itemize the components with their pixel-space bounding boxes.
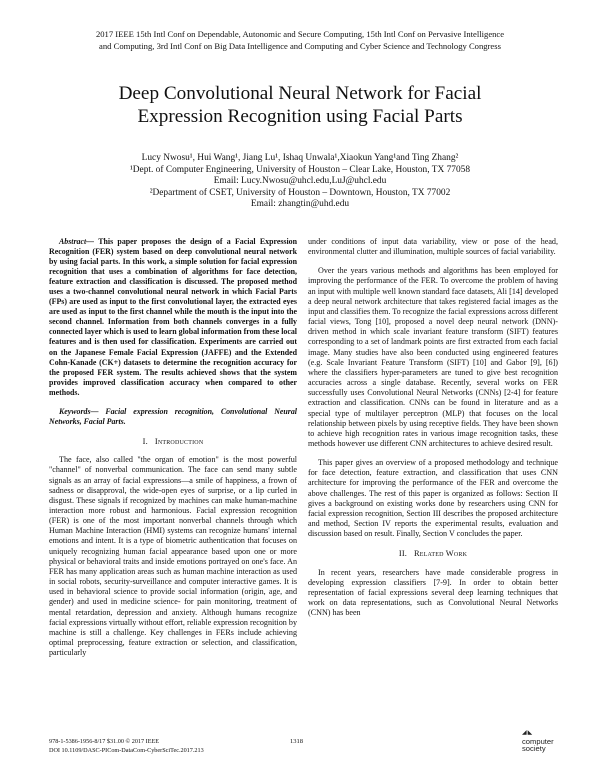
author-names: Lucy Nwosu¹, Hui Wang¹, Jiang Lu¹, Ishaq Unwala¹,Xiaokun Yang¹and Ting Zhang² xyxy=(141,153,459,163)
affiliation-1: ¹Dept. of Computer Engineering, University of Houston – Clear Lake, Houston, TX 77058 xyxy=(129,164,471,175)
footer-doi: DOI 10.1109/DASC-PICom-DataCom-CyberSciTec.2017.213 xyxy=(49,746,204,754)
keywords-text: Facial expression recognition, Convolutional Neural Networks, Facial Parts. xyxy=(49,406,297,426)
header-line-2: and Computing, 3rd Intl Conf on Big Data Intelligence and Computing and Cyber Science and Technology Congress xyxy=(99,41,501,51)
paper-title xyxy=(40,82,560,128)
title-line-1: Deep Convolutional Neural Network for Facial xyxy=(118,83,482,104)
abstract-label: Abstract— xyxy=(59,237,95,246)
keywords xyxy=(49,407,297,427)
logo-mark-icon: ◢◣ xyxy=(522,730,534,736)
email-1: Email: Lucy.Nwosu@uhcl.edu,LuJ@uhcl.edu xyxy=(213,176,387,187)
footer-isbn: 978-1-5386-1956-8/17 $31.00 © 2017 IEEE xyxy=(49,738,160,745)
abstract-text: This paper proposes the design of a Facial Expression Recognition (FER) system based on deep convolutional neural network by using facial parts. In this work, a simple solution for facial expression recognition that uses a combination of algorithms for face detection, feature extraction and classification is discussed. The proposed method uses a two-channel convolutional neural network in which Facial Parts (FPs) are used as input to the first convolutional layer, the extracted eyes are used as input to the first channel while the mouth is the input into the second channel. Information from both channels converges in a fully connected layer which is used to learn global information from these local features and is then used for classification. Experiments are carried out on the Japanese Female Facial Expression (JAFFE) and the Extended Cohn-Kanade (CK+) datasets to determine the recognition accuracy for the proposed FER system. The results achieved shows that the system provides improved classification accuracy when compared to other methods. xyxy=(49,237,297,397)
author-block xyxy=(40,153,560,211)
title-line-2: Expression Recognition using Facial Parts xyxy=(137,106,463,127)
related-paragraph-1: In recent years, researchers have made considerable progress in developing expression classifiers [7-9]. In order to obtain better representation of facial expressions several deep learning techniques that work on data representations, such as Convolutional Neural Networks (CNN) has been xyxy=(308,567,558,618)
computer-society-logo xyxy=(522,730,566,756)
logo-line-1: computer xyxy=(522,736,554,746)
intro-paragraph-continued: under conditions of input data variability, view or pose of the head, environmental clutter and illumination, multiple sources of facial variability. xyxy=(308,237,558,257)
page-number: 1318 xyxy=(290,738,303,745)
left-column xyxy=(49,237,297,658)
intro-paragraph-1: The face, also called "the organ of emotion" is the most powerful "channel" of nonverbal communication. The face can send many subtle signals as an array of facial expressions—a smile of happiness, a frown of sadness or disapproval, the wide-open eyes of surprise, or a lip curled in disgust. These signals if recognized by machines can make human-machine interaction more robust and harmonious. Facial expression recognition (FER) is one of the most important nonverbal channels through which Human Machine Interaction (HMI) systems can recognize humans' internal emotions and intent. It is a type of biometric authentication that focuses on uniquely recognizing human facial appearance based upon one or more physical or behavioral traits and inside emotions portrayed on one's face. An FER has many application areas such as human machine interaction as used in social robots, security-surveillance and computer interactive games. It is used in behavioral science to provide social information (origin, age, and gender) and used in medicine science- for pain monitoring, treatment of mental retardation, depression and anxiety. Although humans recognize facial expressions virtually without effort, reliable expression recognition by machine is still a challenge. Key challenges in FERs include achieving optimal preprocessing, feature extraction or selection, and classification, particularly xyxy=(49,455,297,658)
header-line-1: 2017 IEEE 15th Intl Conf on Dependable, Autonomic and Secure Computing, 15th Intl Conf on Pervasive Intelligence xyxy=(95,29,505,39)
right-column xyxy=(308,237,558,618)
intro-paragraph-3: This paper gives an overview of a proposed methodology and technique for face detection, feature extraction, and classification that uses CNN architecture for improving the performance of the FER and overcome the above challenges. The rest of this paper is organized as follows: Section II gives a background on existing works done by researchers using CNN for facial expression recognition, Section III describes the proposed architecture and method, Section IV reports the experimental results, evaluation and discussion based on result. Finally, Section V concludes the paper. xyxy=(308,458,558,539)
logo-line-2: society xyxy=(522,744,546,753)
keywords-label: Keywords— xyxy=(59,406,99,416)
email-2: Email: zhangtin@uhd.edu xyxy=(250,199,350,210)
footer-copyright xyxy=(49,738,204,755)
abstract xyxy=(49,237,297,398)
affiliation-2: ²Department of CSET, University of Houston – Downtown, Houston, TX 77002 xyxy=(149,187,451,198)
conference-header xyxy=(40,28,560,52)
section-heading-related-work: II. Related Work xyxy=(398,549,468,559)
section-heading-introduction: I. Introduction xyxy=(142,437,204,447)
intro-paragraph-2: Over the years various methods and algorithms has been employed for improving the performance of the FER. To overcome the problem of having an input with multiple well known standard face datasets, Ali [14] developed a deep neural network architecture that takes registered facial images as the input and classifies them. To recognize the facial expressions across different facial views, Tong [10], proposed a novel deep neural network (DNN)- driven method in which scale invariant feature transform (SIFT) features corresponding to a set of landmark points are first extracted from each facial image. Many studies have also been conducted using engineered features (e.g. Scale Invariant Feature Transform (SIFT) [10] and Gabor [9], [6]) where the classifiers hyper-parameters are tuned to give best recognition accuracies across a single database. Recently, several works on FER successfully uses Convolutional Neural Networks (CNNs) [2-4] for feature extraction and classification. CNNs can be found in literature and as a special type of multilayer perceptron (MLP) that focuses on the local relationship between pixels by using receptive fields. They have been shown to achieve high recognition rates in various image recognition tasks, these methods however use different CNN architectures to achieve desired result. xyxy=(308,266,558,448)
